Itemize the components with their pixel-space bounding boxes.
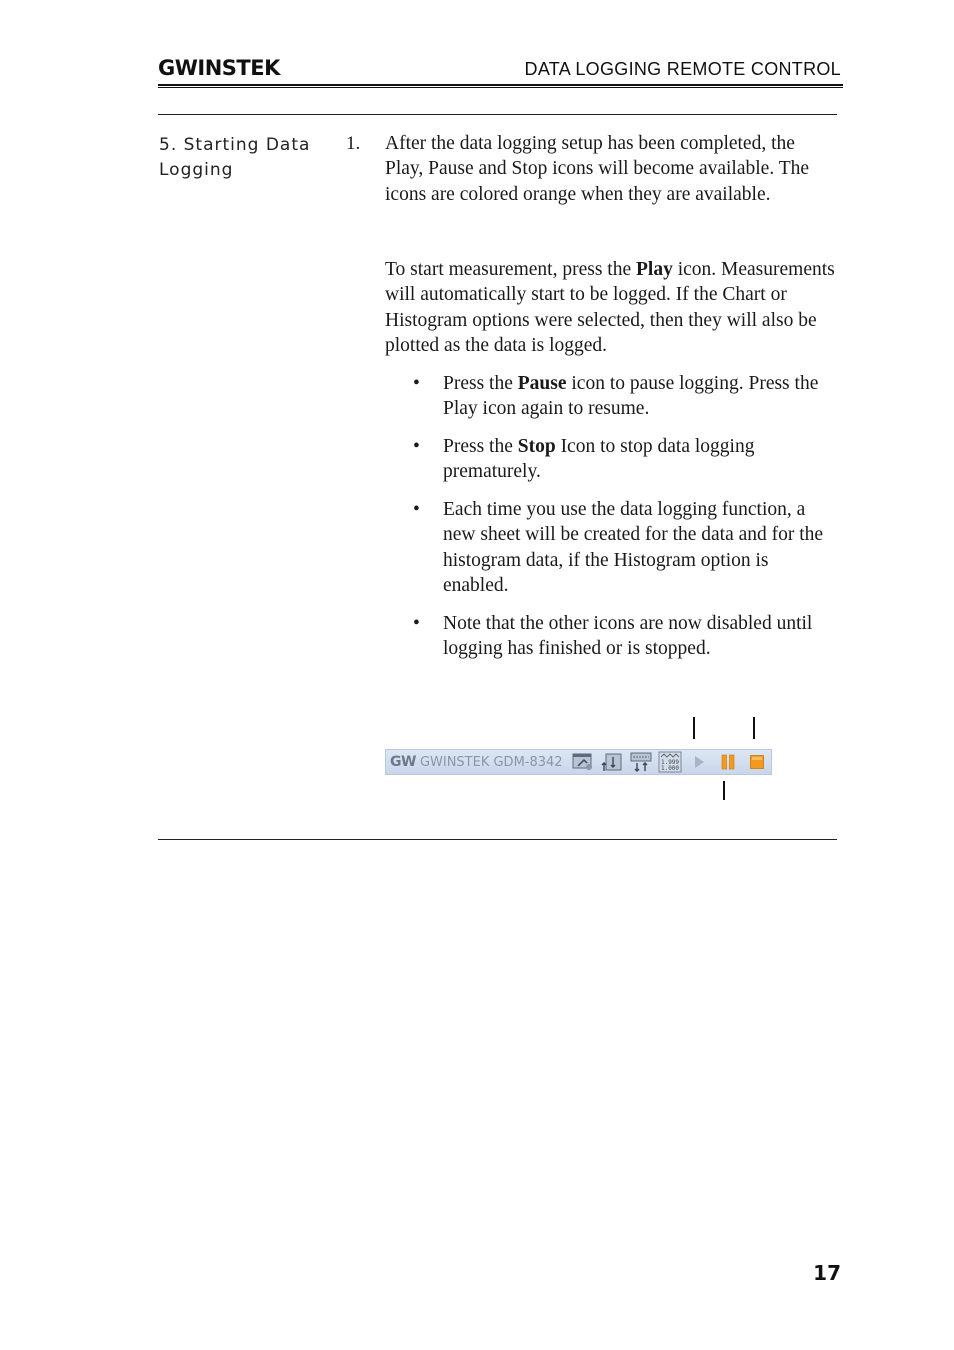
toolbar-logo: GW xyxy=(390,754,416,770)
stop-icon[interactable] xyxy=(745,750,769,774)
section-label: 5. Starting Data Logging xyxy=(159,135,311,180)
measure-config-icon[interactable] xyxy=(600,750,624,774)
paragraph-text: To start measurement, press the xyxy=(385,259,636,280)
setup-icon[interactable] xyxy=(571,750,595,774)
pause-pointer-line xyxy=(723,781,725,800)
bullet-text: Note that the other icons are now disabled until logging has finished or is stopped. xyxy=(443,612,813,660)
step-number: 1. xyxy=(346,133,361,154)
header-title: DATA LOGGING REMOTE CONTROL xyxy=(524,59,841,79)
list-item xyxy=(385,371,837,422)
svg-text:1.999: 1.999 xyxy=(660,759,679,766)
table-bottom-rule xyxy=(158,839,837,840)
list-item xyxy=(385,434,837,485)
bullet-text: Icon to stop data logging prematurely. xyxy=(443,436,755,483)
bullet-text: Press the xyxy=(443,436,518,458)
header-rule xyxy=(158,84,843,88)
list-item xyxy=(385,497,837,598)
stop-pointer-line xyxy=(753,717,755,739)
bullet-text: Press the xyxy=(443,373,518,394)
pause-keyword: Pause xyxy=(517,373,567,394)
logging-config-icon[interactable] xyxy=(629,750,653,774)
play-icon[interactable] xyxy=(687,750,711,774)
paragraph-setup-complete: After the data logging setup has been completed, the Play, Pause and Stop icons will become available. The icons are colored orange when they are available. xyxy=(385,133,810,205)
pause-icon[interactable] xyxy=(716,750,740,774)
paragraph-text: icon. Measurements will automatically start to be logged. If the Chart or Histogram options were selected, then they will also be plotted as the data is logged. xyxy=(385,259,835,356)
table-top-rule xyxy=(158,114,837,115)
svg-text:1.000: 1.000 xyxy=(660,765,679,772)
play-pointer-line xyxy=(693,717,695,739)
page-number: 17 xyxy=(813,1261,841,1285)
display-digits-icon[interactable] xyxy=(658,750,682,774)
toolbar-device-name: GWINSTEK GDM-8342 xyxy=(419,754,563,770)
bullet-text: icon to pause logging. Press the Play icon again to resume. xyxy=(443,373,819,420)
gwinstek-toolbar xyxy=(385,749,772,775)
paragraph-start-measurement xyxy=(385,257,837,358)
list-item xyxy=(385,611,837,662)
header-logo: GWINSTEK xyxy=(158,56,280,80)
bullet-list xyxy=(385,371,837,674)
bullet-text: Each time you use the data logging function, a new sheet will be created for the data and for the histogram data, if the Histogram option is enabled. xyxy=(443,499,824,597)
stop-keyword: Stop xyxy=(517,436,556,458)
play-keyword: Play xyxy=(635,259,673,280)
